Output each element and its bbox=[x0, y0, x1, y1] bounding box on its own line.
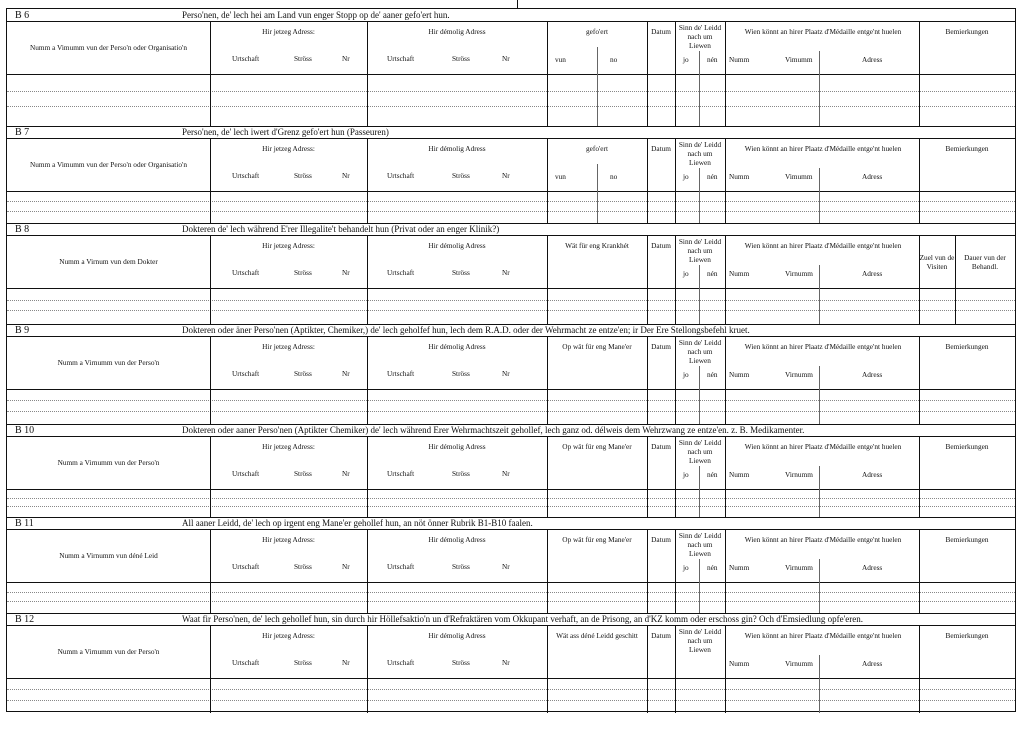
section-code: B 8 bbox=[15, 224, 30, 235]
address-subheader: Urtschaft bbox=[232, 268, 260, 277]
former-address-header: Hir démolig Adress bbox=[428, 631, 486, 640]
section-title-row bbox=[7, 324, 1015, 337]
address-subheader: Nr bbox=[502, 658, 510, 667]
no-subheader: nén bbox=[707, 563, 718, 572]
section-title-row bbox=[7, 517, 1015, 530]
column-divider bbox=[725, 337, 726, 424]
row-divider bbox=[7, 678, 1015, 679]
column-divider bbox=[597, 164, 598, 223]
address-subheader: Nr bbox=[502, 562, 510, 571]
address-subheader: Urtschaft bbox=[232, 658, 260, 667]
current-address-header: Hir jetzeg Adress: bbox=[262, 27, 315, 36]
medal-recipient-header: Wien könnt an hirer Plaatz d'Médaille entge'nt huelen bbox=[744, 342, 902, 351]
column-divider bbox=[699, 265, 700, 324]
section-code: B 11 bbox=[15, 518, 34, 529]
entry-line bbox=[7, 300, 1015, 301]
address-subheader: Urtschaft bbox=[387, 54, 415, 63]
medal-recipient-header: Wien könnt an hirer Plaatz d'Médaille entge'nt huelen bbox=[744, 442, 902, 451]
alive-header: Sinn de' Leidd nach um Liewen bbox=[678, 438, 722, 465]
former-address-header: Hir démolig Adress bbox=[428, 442, 486, 451]
date-header: Datum bbox=[651, 27, 671, 36]
no-subheader: nén bbox=[707, 269, 718, 278]
medal-name-subheader: Numm bbox=[729, 55, 750, 64]
medal-recipient-header: Wien könnt an hirer Plaatz d'Médaille entge'nt huelen bbox=[744, 27, 902, 36]
duration-header: Dauer vun der Behandl. bbox=[964, 253, 1006, 271]
transport-header: gefo'ert bbox=[586, 144, 608, 153]
remarks-header: Bemierkungen bbox=[945, 144, 989, 153]
column-divider bbox=[725, 139, 726, 223]
address-subheader: Urtschaft bbox=[387, 369, 415, 378]
column-divider bbox=[819, 655, 820, 713]
row-divider bbox=[7, 288, 1015, 289]
row-divider bbox=[7, 489, 1015, 490]
column-divider bbox=[725, 530, 726, 613]
address-subheader: Nr bbox=[502, 171, 510, 180]
entry-line bbox=[7, 601, 1015, 602]
column-divider bbox=[819, 466, 820, 517]
column-divider bbox=[699, 168, 700, 223]
address-subheader: Nr bbox=[502, 369, 510, 378]
former-address-header: Hir démolig Adress bbox=[428, 144, 486, 153]
address-subheader: Urtschaft bbox=[232, 369, 260, 378]
section-title-row bbox=[7, 9, 1015, 22]
section-b8 bbox=[7, 223, 1015, 324]
column-divider bbox=[819, 265, 820, 324]
address-subheader: Nr bbox=[342, 658, 350, 667]
column-divider bbox=[725, 626, 726, 713]
remarks-header: Bemierkungen bbox=[945, 442, 989, 451]
column-divider bbox=[675, 437, 676, 517]
column-divider bbox=[675, 22, 676, 126]
address-subheader: Ströss bbox=[452, 658, 470, 667]
address-subheader: Urtschaft bbox=[232, 54, 260, 63]
column-divider bbox=[699, 559, 700, 613]
survey-form bbox=[6, 8, 1016, 712]
former-address-header: Hir démolig Adress bbox=[428, 241, 486, 250]
column-divider bbox=[725, 437, 726, 517]
col3-header: Op wät für eng Mane'er bbox=[562, 342, 632, 351]
address-subheader: Ströss bbox=[452, 562, 470, 571]
section-b11 bbox=[7, 517, 1015, 613]
medal-recipient-header: Wien könnt an hirer Plaatz d'Médaille entge'nt huelen bbox=[744, 241, 902, 250]
address-subheader: Nr bbox=[342, 268, 350, 277]
address-subheader: Nr bbox=[342, 469, 350, 478]
entry-line bbox=[7, 211, 1015, 212]
medal-recipient-header: Wien könnt an hirer Plaatz d'Médaille entge'nt huelen bbox=[744, 631, 902, 640]
col3-header: Wät für eng Krankhét bbox=[565, 241, 629, 250]
section-code: B 12 bbox=[15, 614, 35, 625]
name-column-header: Numm a Virnumm vun der Perso'n bbox=[57, 458, 160, 467]
medal-name-subheader: Numm bbox=[729, 659, 750, 668]
section-b9 bbox=[7, 324, 1015, 424]
section-title: Dokteren de' lech während E'rer Illegalite't behandelt hun (Privat oder an enger Klinik?) bbox=[182, 224, 500, 234]
address-subheader: Nr bbox=[342, 562, 350, 571]
address-subheader: Urtschaft bbox=[387, 658, 415, 667]
current-address-header: Hir jetzeg Adress: bbox=[262, 144, 315, 153]
medal-firstname-subheader: Vimumm bbox=[785, 55, 813, 64]
column-divider bbox=[819, 366, 820, 424]
entry-line bbox=[7, 411, 1015, 412]
address-subheader: Ströss bbox=[294, 171, 312, 180]
column-divider bbox=[367, 22, 368, 126]
yes-subheader: jo bbox=[683, 370, 689, 379]
current-address-header: Hir jetzeg Adress: bbox=[262, 631, 315, 640]
section-title: Waat fir Perso'nen, de' lech gehollef hun, sin durch hir Höllefsaktio'n un d'Refraktären vom Okkupant verhaft, an de Prisong, an d'KZ komm oder erschoss gin? Och d'Emsiedlung opfe'eren. bbox=[182, 614, 863, 624]
column-divider bbox=[819, 51, 820, 126]
column-divider bbox=[725, 236, 726, 324]
current-address-header: Hir jetzeg Adress: bbox=[262, 241, 315, 250]
section-title: All aaner Leidd, de' lech op irgent eng Mane'er gehollef hun, an nöt önner Rubrik B1-B10 faalen. bbox=[182, 518, 533, 528]
column-divider bbox=[725, 22, 726, 126]
visits-header: Zuel vun de Visiten bbox=[919, 253, 955, 271]
to-subheader: no bbox=[610, 172, 618, 181]
current-address-header: Hir jetzeg Adress: bbox=[262, 342, 315, 351]
section-title-row bbox=[7, 126, 1015, 139]
yes-subheader: jo bbox=[683, 172, 689, 181]
to-subheader: no bbox=[610, 55, 618, 64]
address-subheader: Urtschaft bbox=[232, 562, 260, 571]
alive-header: Sinn de' Leidd nach um Liewen bbox=[678, 23, 722, 50]
medal-recipient-header: Wien könnt an hirer Plaatz d'Médaille entge'nt huelen bbox=[744, 535, 902, 544]
section-b10 bbox=[7, 424, 1015, 517]
address-subheader: Nr bbox=[502, 268, 510, 277]
column-divider bbox=[699, 466, 700, 517]
medal-firstname-subheader: Virnumm bbox=[785, 370, 813, 379]
alive-header: Sinn de' Leidd nach um Liewen bbox=[678, 627, 722, 654]
name-column-header: Numm a Virnum vun dem Dokter bbox=[59, 257, 158, 266]
column-divider bbox=[675, 626, 676, 713]
medal-firstname-subheader: Vimumm bbox=[785, 172, 813, 181]
column-divider bbox=[919, 22, 920, 126]
section-title: Perso'nen, de' lech hei am Land vun enger Stopp op de' aaner gefo'ert hun. bbox=[182, 10, 450, 20]
entry-line bbox=[7, 106, 1015, 107]
column-divider bbox=[547, 22, 548, 126]
medal-name-subheader: Numm bbox=[729, 470, 750, 479]
section-title: Dokteren oder aaner Perso'nen (Aptikter Chemiker) de' lech während Erer Wehrmachtszeit gehollef, lech ganz od. délweis dem Wehrzwang ze entze'en. z. B. Medikamenter. bbox=[182, 425, 805, 435]
yes-subheader: jo bbox=[683, 563, 689, 572]
address-subheader: Ströss bbox=[294, 469, 312, 478]
address-subheader: Ströss bbox=[452, 369, 470, 378]
date-header: Datum bbox=[651, 535, 671, 544]
date-header: Datum bbox=[651, 631, 671, 640]
yes-subheader: jo bbox=[683, 55, 689, 64]
column-divider bbox=[675, 139, 676, 223]
yes-subheader: jo bbox=[683, 269, 689, 278]
address-subheader: Urtschaft bbox=[387, 171, 415, 180]
remarks-header: Bemierkungen bbox=[945, 631, 989, 640]
address-subheader: Urtschaft bbox=[232, 469, 260, 478]
date-header: Datum bbox=[651, 144, 671, 153]
medal-firstname-subheader: Virnumm bbox=[785, 659, 813, 668]
current-address-header: Hir jetzeg Adress: bbox=[262, 442, 315, 451]
medal-firstname-subheader: Virnumm bbox=[785, 563, 813, 572]
name-column-header: Numm a Virnumm vun der Perso'n bbox=[57, 358, 160, 367]
address-subheader: Urtschaft bbox=[387, 562, 415, 571]
name-column-header: Numm a Vimumm vun der Perso'n oder Organisatio'n bbox=[30, 160, 187, 169]
row-divider bbox=[7, 582, 1015, 583]
address-subheader: Ströss bbox=[452, 268, 470, 277]
section-code: B 7 bbox=[15, 127, 30, 138]
column-divider bbox=[819, 168, 820, 223]
entry-line bbox=[7, 91, 1015, 92]
column-divider bbox=[210, 22, 211, 126]
no-subheader: nén bbox=[707, 55, 718, 64]
alive-header: Sinn de' Leidd nach um Liewen bbox=[678, 531, 722, 558]
name-column-header: Numm a Virnumm vun der Perso'n bbox=[57, 647, 160, 656]
section-title: Perso'nen, de' lech iwert d'Grenz gefo'ert hun (Passeuren) bbox=[182, 127, 389, 137]
address-subheader: Ströss bbox=[452, 54, 470, 63]
column-divider bbox=[699, 51, 700, 126]
address-subheader: Nr bbox=[342, 369, 350, 378]
section-title: Dokteren oder äner Perso'nen (Aptikter, Chemiker,) de' lech geholfef hun, lech dem R.A.D. oder der Wehrmacht ze entze'en; ir Der Ere Stellongsbefehl kruet. bbox=[182, 325, 750, 335]
remarks-header: Bemierkungen bbox=[945, 535, 989, 544]
current-address-header: Hir jetzeg Adress: bbox=[262, 535, 315, 544]
medal-firstname-subheader: Virnumm bbox=[785, 470, 813, 479]
former-address-header: Hir démolig Adress bbox=[428, 342, 486, 351]
section-title-row bbox=[7, 223, 1015, 236]
medal-address-subheader: Adress bbox=[862, 269, 883, 278]
medal-address-subheader: Adress bbox=[862, 172, 883, 181]
name-column-header: Numm a Vimumm vun der Perso'n oder Organisatio'n bbox=[30, 43, 187, 52]
section-b12 bbox=[7, 613, 1015, 713]
no-subheader: nén bbox=[707, 470, 718, 479]
yes-subheader: jo bbox=[683, 470, 689, 479]
column-divider bbox=[675, 530, 676, 613]
entry-line bbox=[7, 400, 1015, 401]
medal-address-subheader: Adress bbox=[862, 370, 883, 379]
alive-header: Sinn de' Leidd nach um Liewen bbox=[678, 140, 722, 167]
section-title-row bbox=[7, 613, 1015, 626]
address-subheader: Nr bbox=[342, 54, 350, 63]
address-subheader: Urtschaft bbox=[387, 469, 415, 478]
column-divider bbox=[597, 47, 598, 126]
date-header: Datum bbox=[651, 241, 671, 250]
entry-line bbox=[7, 498, 1015, 499]
address-subheader: Ströss bbox=[294, 268, 312, 277]
row-divider bbox=[7, 191, 1015, 192]
entry-line bbox=[7, 700, 1015, 701]
col3-header: Op wät für eng Mane'er bbox=[562, 535, 632, 544]
medal-recipient-header: Wien könnt an hirer Plaatz d'Médaille entge'nt huelen bbox=[744, 144, 902, 153]
column-divider bbox=[699, 366, 700, 424]
entry-line bbox=[7, 310, 1015, 311]
column-divider bbox=[819, 559, 820, 613]
section-b7 bbox=[7, 126, 1015, 223]
from-subheader: vun bbox=[555, 172, 566, 181]
transport-header: gefo'ert bbox=[586, 27, 608, 36]
remarks-header: Bemierkungen bbox=[945, 342, 989, 351]
address-subheader: Ströss bbox=[452, 171, 470, 180]
address-subheader: Ströss bbox=[294, 658, 312, 667]
medal-address-subheader: Adress bbox=[862, 563, 883, 572]
section-title-row bbox=[7, 424, 1015, 437]
entry-line bbox=[7, 506, 1015, 507]
address-subheader: Urtschaft bbox=[232, 171, 260, 180]
medal-address-subheader: Adress bbox=[862, 470, 883, 479]
no-subheader: nén bbox=[707, 370, 718, 379]
column-divider bbox=[647, 22, 648, 126]
alive-header: Sinn de' Leidd nach um Liewen bbox=[678, 237, 722, 264]
alive-header: Sinn de' Leidd nach um Liewen bbox=[678, 338, 722, 365]
entry-line bbox=[7, 689, 1015, 690]
address-subheader: Nr bbox=[502, 469, 510, 478]
no-subheader: nén bbox=[707, 172, 718, 181]
medal-name-subheader: Numm bbox=[729, 370, 750, 379]
former-address-header: Hir démolig Adress bbox=[428, 27, 486, 36]
from-subheader: vun bbox=[555, 55, 566, 64]
entry-line bbox=[7, 201, 1015, 202]
medal-name-subheader: Numm bbox=[729, 172, 750, 181]
name-column-header: Numm a Virnumm vun déné Leid bbox=[59, 551, 158, 560]
former-address-header: Hir démolig Adress bbox=[428, 535, 486, 544]
medal-firstname-subheader: Virnumm bbox=[785, 269, 813, 278]
address-subheader: Ströss bbox=[294, 562, 312, 571]
row-divider bbox=[7, 389, 1015, 390]
address-subheader: Ströss bbox=[294, 54, 312, 63]
medal-address-subheader: Adress bbox=[862, 55, 883, 64]
section-code: B 10 bbox=[15, 425, 35, 436]
column-divider bbox=[955, 236, 956, 324]
address-subheader: Urtschaft bbox=[387, 268, 415, 277]
section-code: B 9 bbox=[15, 325, 30, 336]
date-header: Datum bbox=[651, 342, 671, 351]
address-subheader: Nr bbox=[342, 171, 350, 180]
section-code: B 6 bbox=[15, 10, 30, 21]
medal-name-subheader: Numm bbox=[729, 563, 750, 572]
col3-header: Op wät für eng Mane'er bbox=[562, 442, 632, 451]
address-subheader: Nr bbox=[502, 54, 510, 63]
column-divider bbox=[675, 337, 676, 424]
address-subheader: Ströss bbox=[294, 369, 312, 378]
date-header: Datum bbox=[651, 442, 671, 451]
col3-header: Wät ass déné Leidd geschitt bbox=[556, 631, 638, 640]
medal-address-subheader: Adress bbox=[862, 659, 883, 668]
remarks-header: Bemierkungen bbox=[945, 27, 989, 36]
row-divider bbox=[7, 74, 1015, 75]
column-divider bbox=[919, 236, 920, 324]
column-divider bbox=[675, 236, 676, 324]
medal-name-subheader: Numm bbox=[729, 269, 750, 278]
address-subheader: Ströss bbox=[452, 469, 470, 478]
entry-line bbox=[7, 592, 1015, 593]
section-b6 bbox=[7, 9, 1015, 126]
